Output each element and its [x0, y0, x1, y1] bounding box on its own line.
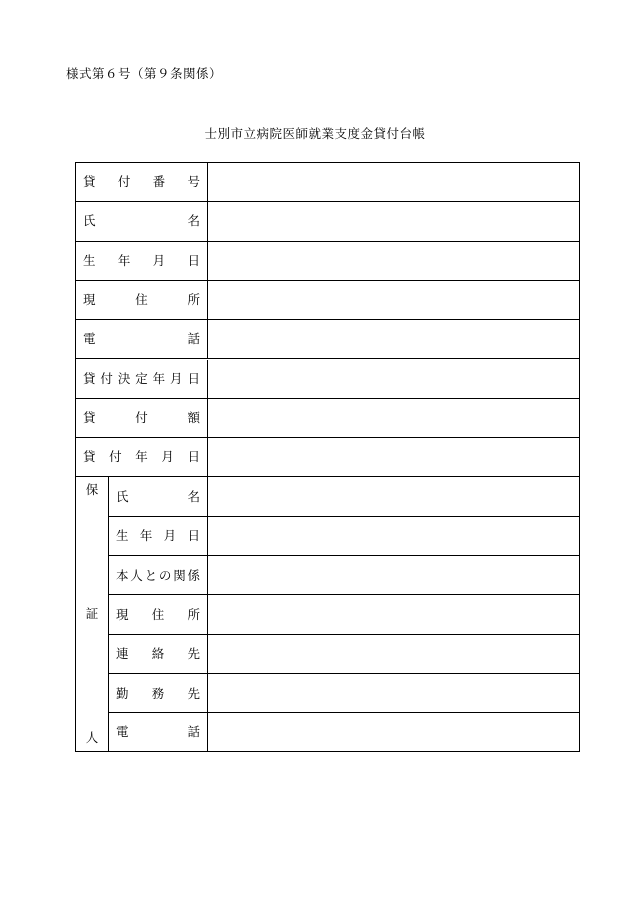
row-loan-decision-date [76, 360, 579, 399]
label-loan-number [83, 173, 200, 189]
label-char: 貸 [83, 370, 96, 386]
label-char: 現 [83, 291, 96, 307]
label-char: 電 [83, 331, 96, 347]
label-char: 貸 [83, 173, 96, 189]
label-char: 勤 [116, 685, 129, 701]
label-char: 現 [116, 606, 129, 622]
label-char: 年 [139, 528, 153, 544]
value-loan-number[interactable] [208, 163, 579, 201]
row-guarantor-workplace [76, 674, 579, 713]
row-loan-date [76, 438, 579, 477]
label-char: 話 [187, 723, 200, 739]
value-guarantor-birth-date[interactable] [208, 517, 579, 556]
label-phone [83, 333, 200, 346]
row-loan-amount [76, 399, 579, 438]
value-phone[interactable] [208, 320, 579, 358]
label-loan-decision-date [83, 372, 200, 385]
label-char: 年 [117, 252, 131, 268]
label-char: 務 [151, 685, 165, 701]
row-loan-number [76, 163, 579, 202]
label-guarantor-phone [116, 723, 200, 739]
label-char: 付 [109, 448, 122, 464]
label-guarantor-birth-date [116, 530, 200, 543]
row-guarantor-name [76, 477, 579, 516]
label-char: 付 [135, 409, 148, 425]
label-char: 所 [187, 291, 200, 307]
label-char: 本 [116, 567, 129, 583]
row-guarantor-address [76, 595, 579, 634]
label-char: 話 [187, 331, 200, 347]
row-name [76, 202, 579, 241]
label-char: 貸 [83, 409, 96, 425]
label-char: 連 [116, 645, 129, 661]
row-phone [76, 320, 579, 359]
label-char: 日 [187, 448, 200, 464]
label-char: 名 [187, 488, 200, 504]
label-guarantor-address [116, 606, 200, 622]
row-guarantor-phone [76, 713, 579, 751]
row-birth-date [76, 242, 579, 281]
label-char: 生 [116, 528, 129, 544]
label-char: 額 [187, 409, 200, 425]
label-loan-date [83, 448, 200, 464]
label-char: の [158, 567, 172, 583]
label-char: 先 [187, 645, 200, 661]
label-char: 生 [83, 252, 96, 268]
label-loan-amount [83, 409, 200, 425]
row-guarantor-contact [76, 635, 579, 674]
label-guarantor-name [116, 488, 200, 504]
label-char: と [144, 567, 158, 583]
label-char: 月 [161, 448, 174, 464]
label-char: 付 [100, 370, 113, 386]
value-guarantor-phone[interactable] [208, 713, 579, 751]
value-guarantor-address[interactable] [208, 595, 579, 634]
value-current-address[interactable] [208, 281, 579, 319]
value-guarantor-name[interactable] [208, 477, 579, 516]
value-loan-date[interactable] [208, 438, 579, 476]
label-char: 月 [170, 370, 183, 386]
label-char: 電 [116, 723, 129, 739]
label-char: 住 [151, 606, 165, 622]
label-char: 号 [187, 173, 200, 189]
label-char: 名 [187, 213, 200, 229]
label-char: 付 [117, 173, 131, 189]
label-char: 人 [130, 567, 143, 583]
label-char: 年 [152, 370, 166, 386]
label-guarantor-relationship [116, 569, 200, 582]
label-char: 決 [117, 370, 131, 386]
guarantor-char-3: 人 [85, 730, 99, 746]
label-char: 日 [187, 528, 200, 544]
value-loan-amount[interactable] [208, 399, 579, 437]
label-char: 関 [173, 567, 186, 583]
label-guarantor-workplace [116, 687, 200, 700]
label-char: 所 [187, 606, 200, 622]
value-birth-date[interactable] [208, 242, 579, 280]
row-current-address [76, 281, 579, 320]
value-loan-decision-date[interactable] [208, 360, 579, 398]
label-char: 住 [135, 291, 148, 307]
value-guarantor-relationship[interactable] [208, 556, 579, 595]
guarantor-char-2: 証 [85, 606, 99, 622]
label-char: 月 [163, 528, 177, 544]
label-char: 定 [135, 370, 148, 386]
label-name [83, 215, 200, 228]
guarantor-char-1: 保 [85, 482, 99, 498]
label-char: 番 [152, 173, 166, 189]
label-char: 月 [152, 252, 166, 268]
row-guarantor-birth-date [76, 517, 579, 556]
row-guarantor-relationship [76, 556, 579, 595]
label-char: 氏 [116, 488, 129, 504]
document-title: 士別市立病院医師就業支度金貸付台帳 [204, 126, 426, 141]
label-char: 氏 [83, 213, 96, 229]
value-guarantor-workplace[interactable] [208, 674, 579, 713]
label-char: 係 [187, 567, 200, 583]
form-number: 様式第６号（第９条関係） [66, 66, 223, 81]
label-guarantor-contact [116, 645, 200, 661]
label-current-address [83, 291, 200, 307]
label-char: 年 [135, 448, 148, 464]
loan-ledger-table [75, 162, 580, 752]
label-char: 先 [187, 685, 200, 701]
label-char: 絡 [151, 645, 165, 661]
label-char: 貸 [83, 448, 96, 464]
label-char: 日 [187, 252, 200, 268]
value-guarantor-contact[interactable] [208, 635, 579, 674]
value-name[interactable] [208, 202, 579, 240]
label-birth-date [83, 254, 200, 267]
label-char: 日 [187, 370, 200, 386]
